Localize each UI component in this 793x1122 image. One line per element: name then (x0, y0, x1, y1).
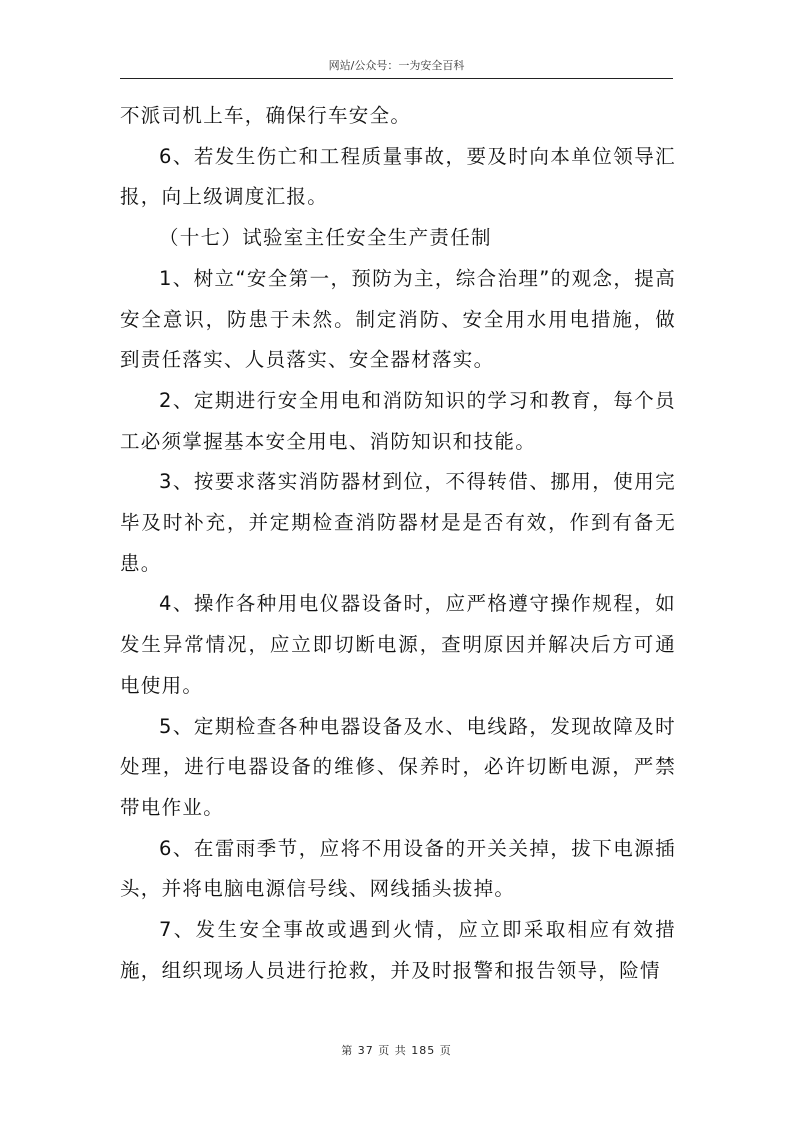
paragraph-item-6: 6、在雷雨季节，应将不用设备的开关关掉，拔下电源插头，并将电脑电源信号线、网线插头拔掉。 (120, 836, 676, 901)
paragraph-item-4: 4、操作各种用电仪器设备时，应严格遵守操作规程，如发生异常情况，应立即切断电源，查明原因并解决后方可通电使用。 (120, 592, 676, 697)
paragraph-item-5: 5、定期检查各种电器设备及水、电线路，发现故障及时处理，进行电器设备的维修、保养时，必许切断电源，严禁带电作业。 (120, 714, 676, 819)
paragraph-item-2: 2、定期进行安全用电和消防知识的学习和教育，每个员工必须掌握基本安全用电、消防知识和技能。 (120, 388, 676, 453)
section-heading: （十七）试验室主任安全生产责任制 (159, 226, 492, 250)
paragraph-item-3: 3、按要求落实消防器材到位，不得转借、挪用，使用完毕及时补充，并定期检查消防器材是是否有效，作到有备无患。 (120, 470, 676, 575)
paragraph-item-7: 7、发生安全事故或遇到火情，应立即采取相应有效措施，组织现场人员进行抢救，并及时报警和报告领导，险情 (120, 918, 676, 982)
page-header: 网站/公众号：一为安全百科 (328, 59, 465, 72)
paragraph-item-1: 1、树立“安全第一，预防为主，综合治理”的观念，提高安全意识，防患于未然。制定消防、安全用水用电措施，做到责任落实、人员落实、安全器材落实。 (120, 266, 676, 372)
paragraph-item-6-report: 6、若发生伤亡和工程质量事故，要及时向本单位领导汇报，向上级调度汇报。 (120, 144, 676, 209)
header-divider (120, 78, 673, 79)
page-footer: 第 37 页 共 185 页 (341, 1044, 452, 1057)
paragraph-continuation: 不派司机上车，确保行车安全。 (120, 104, 412, 127)
body-text (120, 96, 676, 991)
